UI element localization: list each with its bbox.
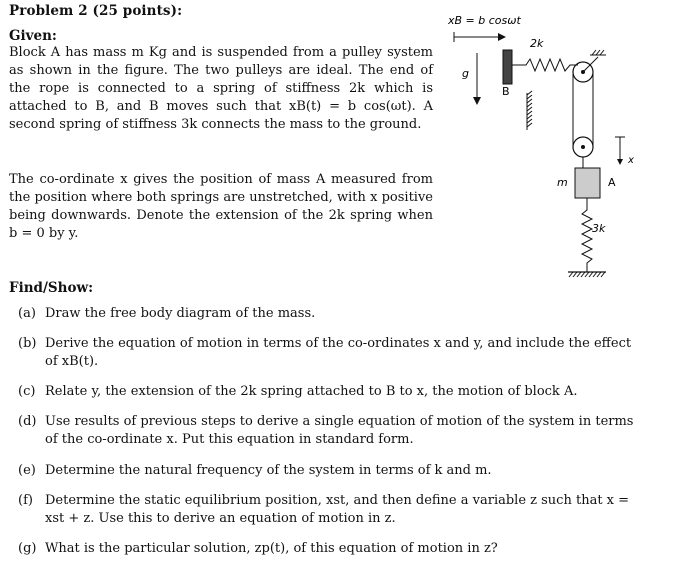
find-item-label: (e) bbox=[18, 462, 36, 478]
find-item-text: Use results of previous steps to derive a single equation of motion of the system in terms of the co-ordinate x. Put this equation in standard form. bbox=[45, 414, 634, 448]
find-item-text: Determine the natural frequency of the system in terms of k and m. bbox=[45, 462, 492, 478]
find-item-label: (a) bbox=[18, 306, 36, 321]
gravity-arrowhead-icon bbox=[473, 97, 481, 105]
spring-top-label: 2k bbox=[530, 37, 544, 50]
g-label: g bbox=[462, 67, 469, 80]
find-item-e bbox=[18, 462, 636, 480]
find-item-text: What is the particular solution, zp(t), of this equation of motion in z? bbox=[45, 540, 498, 556]
xb-arrowhead-icon bbox=[498, 33, 506, 41]
given-paragraph-1: Block A has mass m Kg and is suspended from a pulley system as shown in the figure. The two pulleys are ideal. The end of the rope is connected to a spring of stiffness 2k which is attached to B, and B moves such that xB(t) = b cos(ωt). A second spring of stiffness 3k connects the mass to the ground. bbox=[9, 45, 433, 133]
left-wall-hatch bbox=[527, 91, 532, 127]
find-items-list bbox=[18, 305, 636, 570]
b-label: B bbox=[502, 85, 510, 98]
pulley-system-figure bbox=[440, 5, 670, 290]
find-item-text: Derive the equation of motion in terms of the co-ordinates x and y, and include the effect of xB(t). bbox=[45, 336, 632, 370]
x-arrowhead-icon bbox=[617, 159, 623, 165]
find-item-label: (f) bbox=[18, 492, 33, 508]
ground-hatch bbox=[569, 272, 605, 277]
find-item-label: (g) bbox=[18, 540, 37, 556]
spring-bottom-label: 3k bbox=[592, 222, 606, 235]
xb-label: xB = b cosωt bbox=[448, 14, 521, 27]
find-item-text: Relate y, the extension of the 2k spring attached to B to x, the motion of block A. bbox=[45, 384, 578, 400]
find-item-a bbox=[18, 305, 636, 323]
find-item-b bbox=[18, 335, 636, 371]
x-label: x bbox=[628, 155, 634, 166]
problem-title: Problem 2 (25 points): bbox=[9, 3, 183, 19]
find-item-g bbox=[18, 540, 636, 558]
given-paragraph-2: The co-ordinate x gives the position of mass A measured from the position where both springs are unstretched, with x positive being downwards. Denote the extension of the 2k spring when b = 0 by y. bbox=[9, 172, 433, 242]
find-item-text: Determine the static equilibrium position, xst, and then define a variable z such that x = xst + z. Use this to derive an equation of motion in z. bbox=[45, 492, 630, 526]
mass-label: m bbox=[557, 176, 568, 189]
block-label: A bbox=[608, 176, 616, 189]
find-item-label: (d) bbox=[18, 414, 37, 430]
find-item-c bbox=[18, 383, 636, 401]
find-item-text: Draw the free body diagram of the mass. bbox=[45, 306, 316, 321]
spring-3k bbox=[582, 198, 592, 272]
find-heading: Find/Show: bbox=[9, 280, 94, 296]
block-a bbox=[575, 168, 600, 198]
find-item-label: (b) bbox=[18, 336, 37, 352]
find-item-label: (c) bbox=[18, 384, 36, 400]
find-item-f bbox=[18, 492, 636, 528]
given-heading: Given: bbox=[9, 28, 57, 44]
block-b bbox=[503, 50, 512, 84]
spring-2k bbox=[512, 59, 578, 71]
find-item-d bbox=[18, 413, 636, 449]
